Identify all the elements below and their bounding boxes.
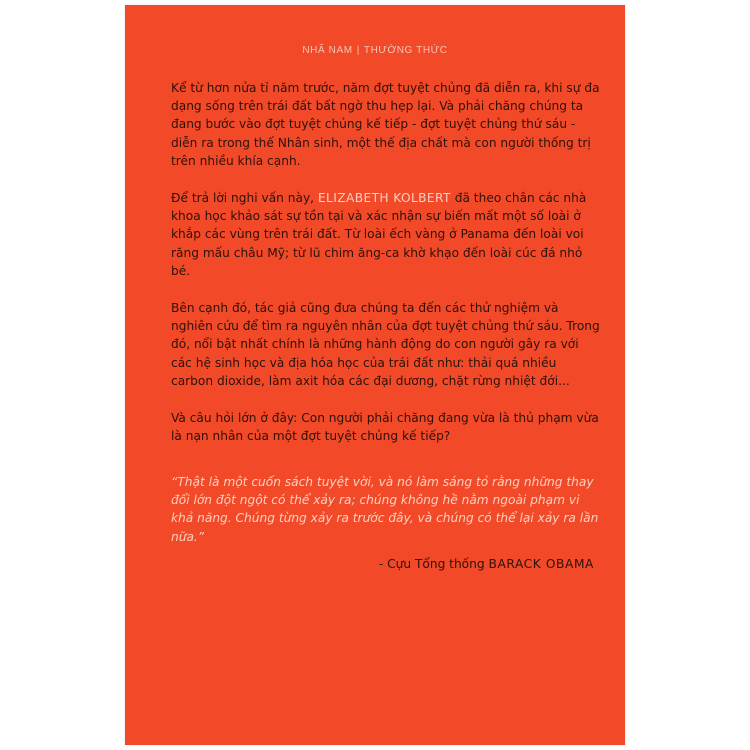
series-name: THƯỜNG THỨC [363, 45, 448, 56]
attribution-title: - Cựu Tổng thống [378, 557, 489, 571]
quote-attribution [379, 557, 594, 571]
back-cover [125, 5, 625, 745]
endorsement-quote: “Thật là một cuốn sách tuyệt vời, và nó làm sáng tỏ rằng những thay đổi lớn đột ngột có thể xảy ra; chúng không hề nằm ngoài phạm vi khả năng. Chúng từng xảy ra trước đây, và chúng có thể lại xảy ra lần nữa.” [171, 475, 599, 544]
paragraph-2-rest: đã theo chân các nhà khoa học khảo sát sự tồn tại và xác nhận sự biến mất một số loài ở khắp các vùng trên trái đất. Từ loài ếch vàng ở Panama đến loài voi răng mấu châu Mỹ; từ lũ chim ăng-ca khờ khạo đến loài cúc đá nhỏ bé. [171, 191, 587, 278]
author-name: ELIZABETH KOLBERT [317, 191, 451, 206]
blurb [171, 79, 601, 464]
publisher-imprint [125, 45, 625, 56]
attribution-name: BARACK OBAMA [488, 557, 594, 571]
blurb-paragraph-3: Bên cạnh đó, tác giả cũng đưa chúng ta đến các thử nghiệm và nghiên cứu để tìm ra nguyên nhân của đợt tuyệt chủng thứ sáu. Trong đó, nổi bật nhất chính là những hành động do con người gây ra với các hệ sinh học và địa hóa học của trái đất như: thải quá nhiều carbon dioxide, làm axit hóa các đại dương, chặt rừng nhiệt đới... [171, 301, 600, 388]
publisher-name: NHÃ NAM [302, 45, 353, 56]
blurb-paragraph-2 [171, 189, 601, 280]
blurb-paragraph-4: Và câu hỏi lớn ở đây: Con người phải chăng đang vừa là thủ phạm vừa là nạn nhân của một đợt tuyệt chủng kế tiếp? [171, 411, 599, 444]
imprint-separator: | [356, 45, 360, 56]
paragraph-2-lead: Để trả lời nghi vấn này, [171, 191, 318, 206]
blurb-paragraph-1: Kể từ hơn nửa tỉ năm trước, năm đợt tuyệt chủng đã diễn ra, khi sự đa dạng sống trên trái đất bất ngờ thu hẹp lại. Và phải chăng chúng ta đang bước vào đợt tuyệt chủng kế tiếp - đợt tuyệt chủng thứ sáu - diễn ra trong thế Nhân sinh, một thế địa chất mà con người thống trị trên nhiều khía cạnh. [171, 81, 600, 168]
